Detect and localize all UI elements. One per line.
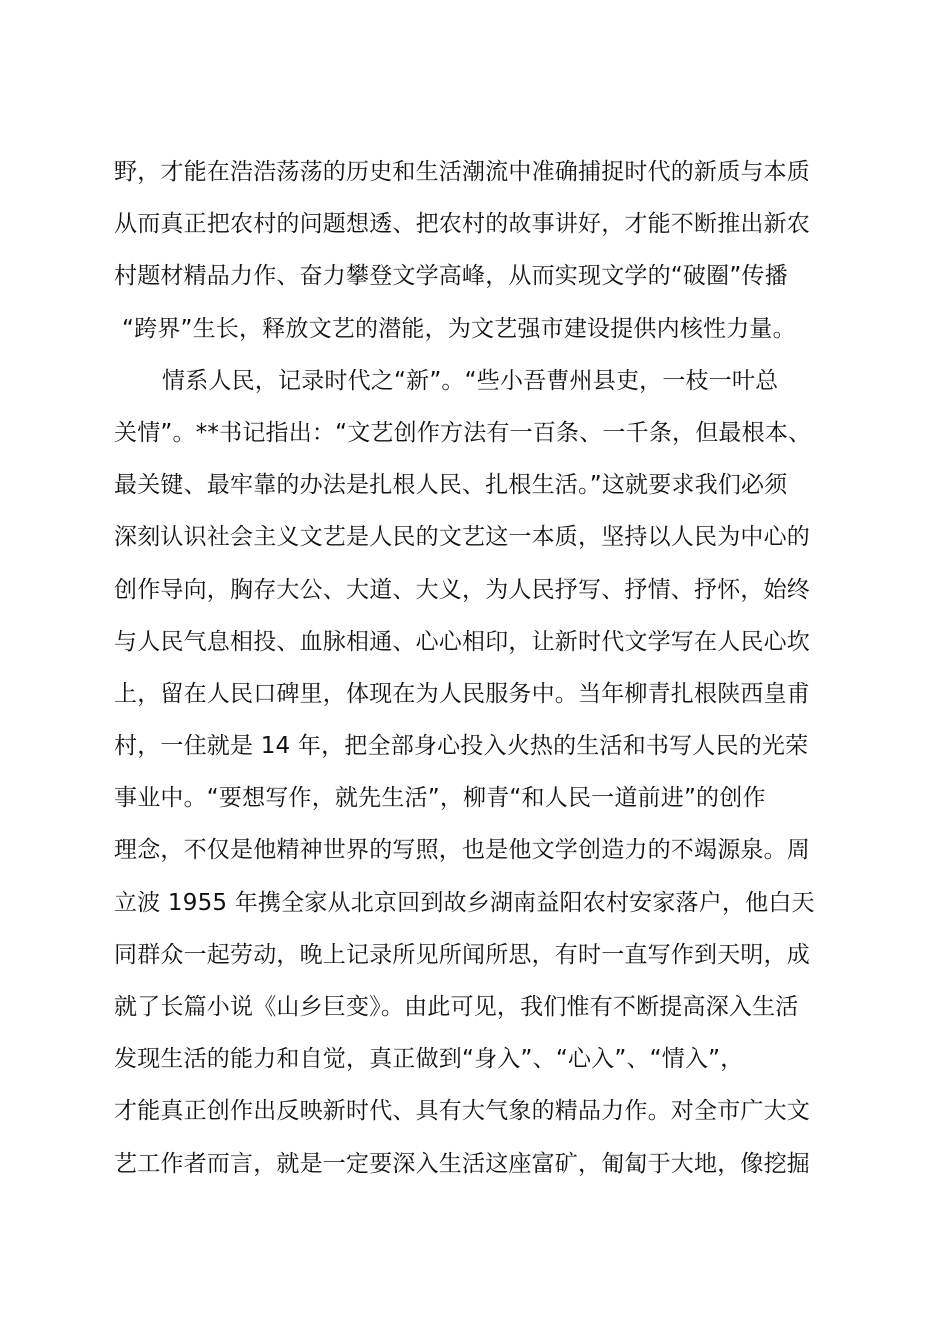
text-line: 理念，不仅是他精神世界的写照，也是他文学创造力的不竭源泉。周 bbox=[114, 837, 810, 864]
text-line: 最关键、最牢靠的办法是扎根人民、扎根生活。”这就要求我们必须 bbox=[114, 472, 788, 499]
body-text bbox=[114, 146, 844, 1190]
paragraph-start-line: 情系人民，记录时代之“新”。“些小吾曹州县吏，一枝一叶总 bbox=[162, 367, 779, 394]
text-line: 才能真正创作出反映新时代、具有大气象的精品力作。对全市广大文 bbox=[114, 1098, 810, 1125]
text-line: 就了长篇小说《山乡巨变》。由此可见，我们惟有不断提高深入生活 bbox=[114, 994, 799, 1020]
text-line: 从而真正把农村的问题想透、把农村的故事讲好，才能不断推出新农 bbox=[114, 211, 810, 238]
text-line: 村，一住就是 14 年，把全部身心投入火热的生活和书写人民的光荣 bbox=[114, 733, 809, 760]
text-line: 立波 1955 年携全家从北京回到故乡湖南益阳农村安家落户，他白天 bbox=[114, 889, 815, 916]
text-line: 创作导向，胸存大公、大道、大义，为人民抒写、抒情、抒怀，始终 bbox=[114, 576, 810, 603]
text-line: 关情”。**书记指出：“文艺创作方法有一百条、一千条，但最根本、 bbox=[114, 419, 812, 446]
text-line: 艺工作者而言，就是一定要深入生活这座富矿，匍匐于大地，像挖掘 bbox=[114, 1150, 810, 1177]
text-line: 发现生活的能力和自觉，真正做到“身入”、“心入”、“情入”， bbox=[114, 1046, 744, 1073]
text-line: 野，才能在浩浩荡荡的历史和生活潮流中准确捕捉时代的新质与本质 bbox=[114, 159, 810, 185]
text-line: 事业中。“要想写作，就先生活”，柳青“和人民一道前进”的创作 bbox=[114, 785, 766, 812]
text-line: 上，留在人民口碑里，体现在为人民服务中。当年柳青扎根陕西皇甫 bbox=[114, 680, 810, 707]
text-line: 与人民气息相投、血脉相通、心心相印，让新时代文学写在人民心坎 bbox=[114, 628, 810, 655]
text-line: “跨界”生长，释放文艺的潜能，为文艺强市建设提供内核性力量。 bbox=[122, 315, 796, 342]
text-line: 深刻认识社会主义文艺是人民的文艺这一本质，坚持以人民为中心的 bbox=[114, 524, 810, 551]
text-line: 同群众一起劳动，晚上记录所见所闻所思，有时一直写作到天明，成 bbox=[114, 941, 810, 968]
text-line: 村题材精品力作、奋力攀登文学高峰，从而实现文学的“破圈”传播 bbox=[114, 263, 788, 290]
